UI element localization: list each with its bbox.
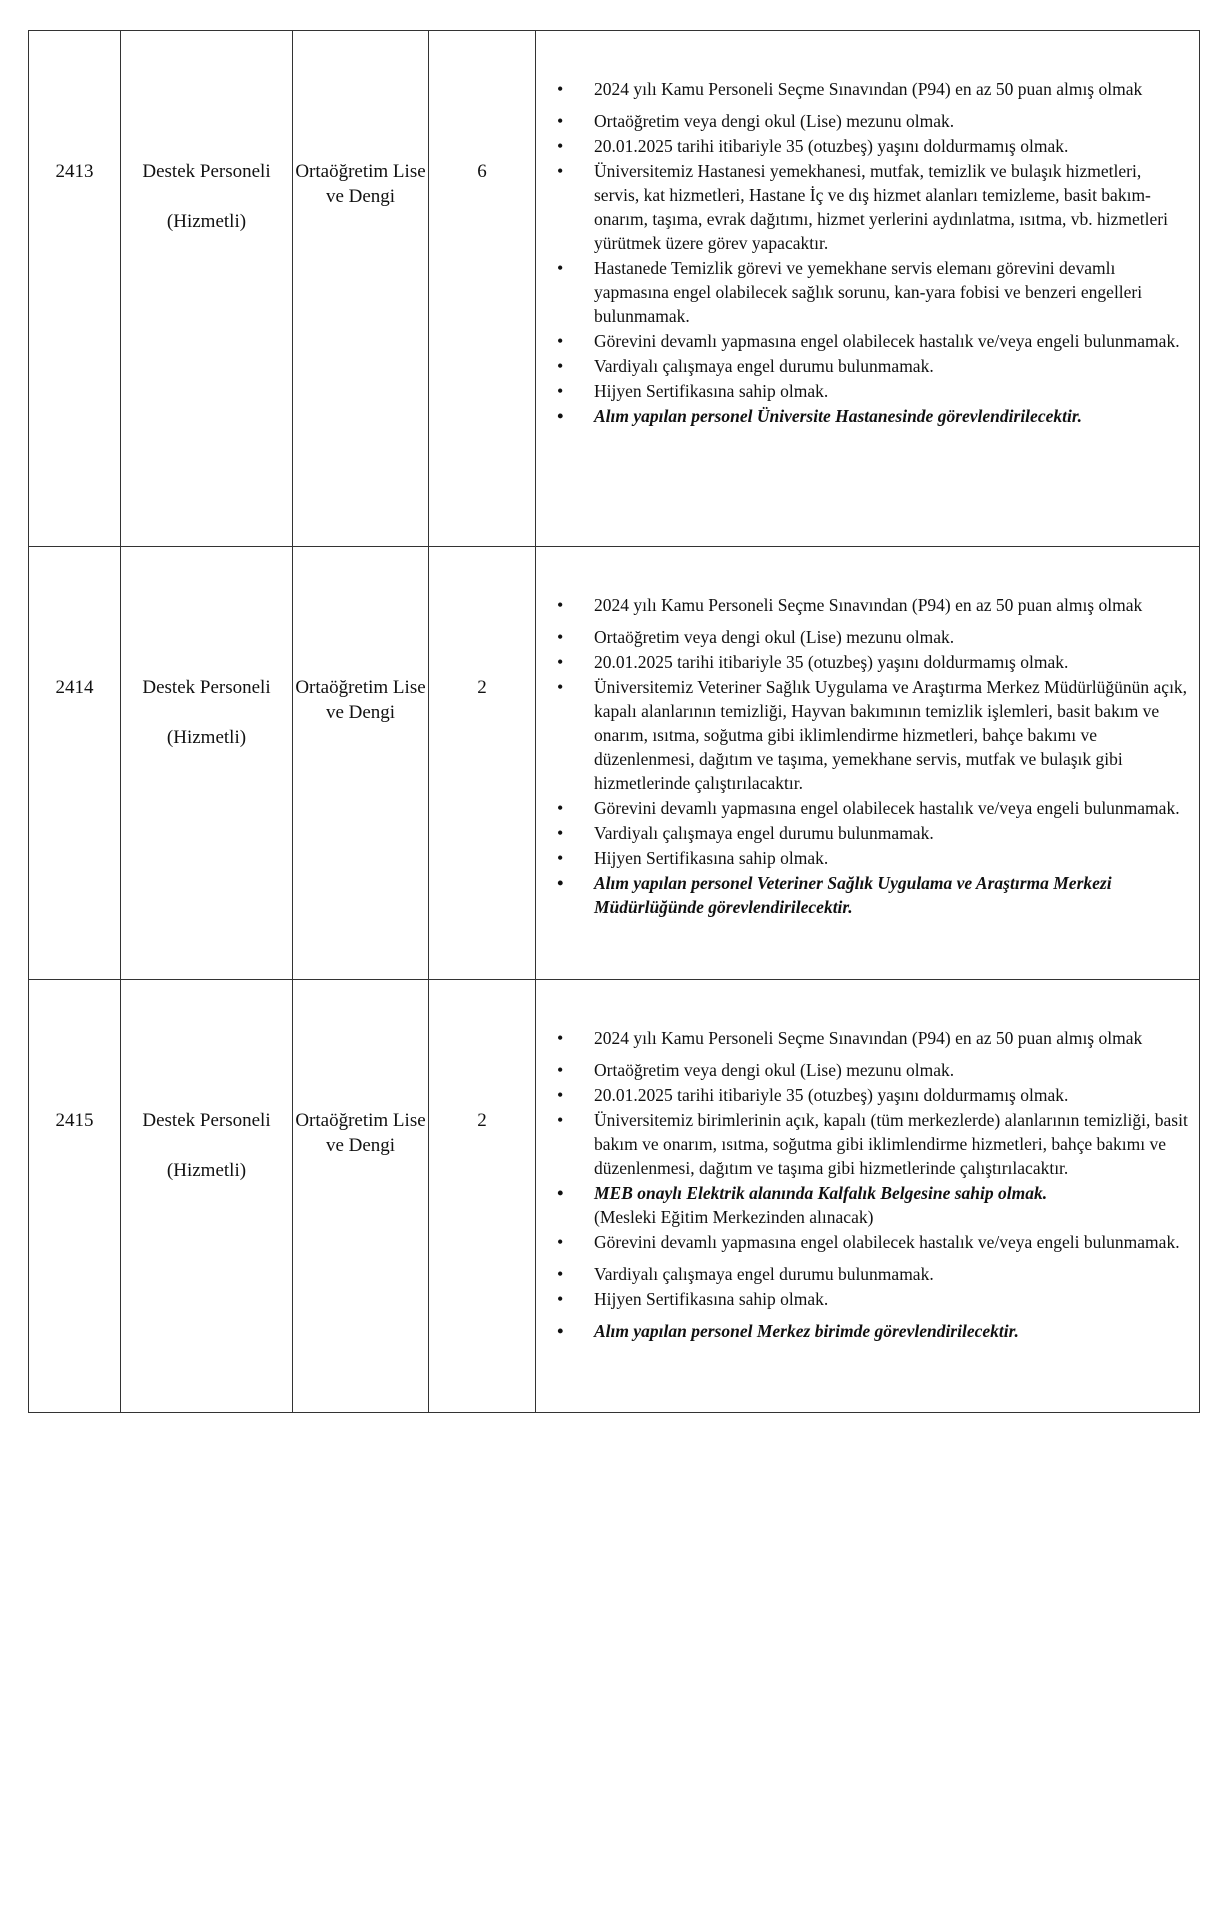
list-item: • Alım yapılan personel Üniversite Hastanesinde görevlendirilecektir.: [594, 404, 1189, 428]
position-code-cell: [29, 547, 121, 980]
list-item: • Görevini devamlı yapmasına engel olabilecek hastalık ve/veya engeli bulunmamak.: [594, 1230, 1189, 1254]
position-title: Destek Personeli: [142, 161, 271, 182]
education-cell: [293, 980, 429, 1413]
certificate-note: (Mesleki Eğitim Merkezinden alınacak): [594, 1207, 874, 1227]
position-title: Destek Personeli: [142, 677, 271, 698]
requirements-cell: [536, 31, 1200, 547]
position-title-cell: [121, 980, 293, 1413]
list-item: • Hijyen Sertifikasına sahip olmak.: [594, 1287, 1189, 1311]
table-row: [29, 980, 1200, 1413]
list-item: • Hijyen Sertifikasına sahip olmak.: [594, 846, 1189, 870]
list-item: • Hijyen Sertifikasına sahip olmak.: [594, 379, 1189, 403]
list-item: • Görevini devamlı yapmasına engel olabilecek hastalık ve/veya engeli bulunmamak.: [594, 796, 1189, 820]
position-title: Destek Personeli: [142, 1110, 271, 1131]
count-cell: [429, 31, 536, 547]
education-level: Ortaöğretim Lise ve Dengi: [295, 677, 426, 723]
count-cell: [429, 980, 536, 1413]
list-item: • Üniversitemiz Hastanesi yemekhanesi, mutfak, temizlik ve bulaşık hizmetleri, servis, kat hizmetleri, Hastane İç ve dış hizmet alanları temizleme, basit bakım-onarım, taşıma, evrak dağıtımı, hizmet yerlerini aydınlatma, ısıtma, vb. hizmetleri yürütmek üzere görev yapacaktır.: [594, 159, 1189, 255]
list-item: • 2024 yılı Kamu Personeli Seçme Sınavından (P94) en az 50 puan almış olmak: [594, 593, 1189, 617]
list-item: • 2024 yılı Kamu Personeli Seçme Sınavından (P94) en az 50 puan almış olmak: [594, 77, 1189, 101]
position-code: 2415: [55, 1110, 94, 1131]
list-item: • 2024 yılı Kamu Personeli Seçme Sınavından (P94) en az 50 puan almış olmak: [594, 1026, 1189, 1050]
education-cell: [293, 547, 429, 980]
education-cell: [293, 31, 429, 547]
list-item: • Vardiyalı çalışmaya engel durumu bulunmamak.: [594, 1262, 1189, 1286]
list-item: • 20.01.2025 tarihi itibariyle 35 (otuzbeş) yaşını doldurmamış olmak.: [594, 650, 1189, 674]
position-subtitle: (Hizmetli): [166, 727, 247, 748]
list-item: • Üniversitemiz birimlerinin açık, kapalı (tüm merkezlerde) alanlarının temizliği, basit bakım ve onarım, ısıtma, soğutma gibi iklimlendirme hizmetleri, bahçe bakımı ve düzenlenmesi, dağıtım ve taşıma gibi hizmetlerinde çalıştırılacaktır.: [594, 1108, 1189, 1180]
position-code-cell: [29, 31, 121, 547]
count-cell: [429, 547, 536, 980]
table-row: [29, 31, 1200, 547]
list-item: • Ortaöğretim veya dengi okul (Lise) mezunu olmak.: [594, 1058, 1189, 1082]
position-subtitle: (Hizmetli): [166, 1160, 247, 1181]
position-code: 2413: [55, 161, 94, 182]
list-item: • Ortaöğretim veya dengi okul (Lise) mezunu olmak.: [594, 625, 1189, 649]
list-item: • Üniversitemiz Veteriner Sağlık Uygulama ve Araştırma Merkez Müdürlüğünün açık, kapalı alanlarının temizliği, Hayvan bakımının temizlik işlemleri, basit bakım ve onarım, ısıtma, soğutma gibi iklimlendirme hizmetleri, bahçe bakımı ve düzenlenmesi, dağıtım ve taşıma, yemekhane servis, mutfak ve bulaşık gibi hizmetlerinde çalıştırılacaktır.: [594, 675, 1189, 795]
list-item: • Vardiyalı çalışmaya engel durumu bulunmamak.: [594, 354, 1189, 378]
education-level: Ortaöğretim Lise ve Dengi: [295, 1110, 426, 1156]
position-code: 2414: [55, 677, 94, 698]
certificate-requirement: MEB onaylı Elektrik alanında Kalfalık Belgesine sahip olmak.: [594, 1183, 1048, 1203]
position-code-cell: [29, 980, 121, 1413]
requirements-cell: [536, 547, 1200, 980]
requirements-list: [536, 31, 1199, 449]
list-item: • Alım yapılan personel Veteriner Sağlık Uygulama ve Araştırma Merkezi Müdürlüğünde görevlendirilecektir.: [594, 871, 1189, 919]
list-item: • Vardiyalı çalışmaya engel durumu bulunmamak.: [594, 821, 1189, 845]
requirements-cell: [536, 980, 1200, 1413]
position-count: 2: [477, 1110, 487, 1131]
requirements-list: [536, 547, 1199, 940]
list-item: • 20.01.2025 tarihi itibariyle 35 (otuzbeş) yaşını doldurmamış olmak.: [594, 1083, 1189, 1107]
list-item: • 20.01.2025 tarihi itibariyle 35 (otuzbeş) yaşını doldurmamış olmak.: [594, 134, 1189, 158]
position-count: 2: [477, 677, 487, 698]
job-positions-table: [28, 30, 1200, 1413]
education-level: Ortaöğretim Lise ve Dengi: [295, 161, 426, 207]
requirements-list: [536, 980, 1199, 1364]
list-item: [594, 1181, 1189, 1229]
list-item: • Hastanede Temizlik görevi ve yemekhane servis elemanı görevini devamlı yapmasına engel olabilecek sağlık sorunu, kan-yara fobisi ve benzeri engelleri bulunmamak.: [594, 256, 1189, 328]
list-item: • Alım yapılan personel Merkez birimde görevlendirilecektir.: [594, 1319, 1189, 1343]
list-item: • Ortaöğretim veya dengi okul (Lise) mezunu olmak.: [594, 109, 1189, 133]
position-title-cell: [121, 547, 293, 980]
position-subtitle: (Hizmetli): [166, 211, 247, 232]
position-count: 6: [477, 161, 487, 182]
list-item: • Görevini devamlı yapmasına engel olabilecek hastalık ve/veya engeli bulunmamak.: [594, 329, 1189, 353]
table-row: [29, 547, 1200, 980]
position-title-cell: [121, 31, 293, 547]
